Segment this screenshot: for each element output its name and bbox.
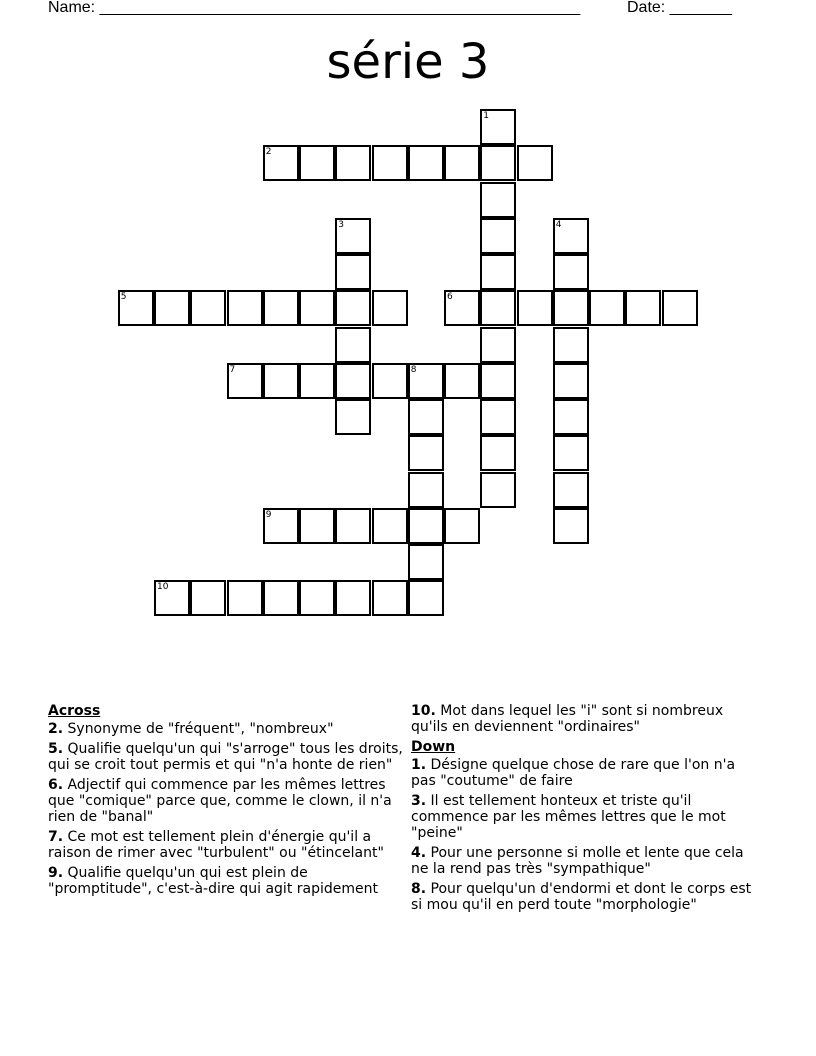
clue-text: Désigne quelque chose de rare que l'on n'a pas "coutume" de faire (411, 757, 736, 789)
grid-cell[interactable] (227, 580, 263, 616)
grid-cell[interactable] (263, 290, 299, 326)
cell-number: 7 (229, 364, 236, 375)
grid-cell[interactable] (299, 508, 335, 544)
grid-cell[interactable] (480, 363, 516, 399)
clue-across-7 (48, 829, 408, 861)
clues-right-column (411, 703, 761, 917)
grid-cell[interactable] (553, 218, 589, 254)
cell-number: 6 (447, 292, 453, 303)
clue-number: 9. (48, 865, 64, 881)
clue-across-9 (48, 865, 408, 897)
grid-cell[interactable] (480, 254, 516, 290)
clue-text: Pour une personne si molle et lente que cela ne la rend pas très "sympathique" (411, 845, 744, 877)
grid-cell[interactable] (553, 435, 589, 471)
grid-cell[interactable] (480, 399, 516, 435)
grid-cell[interactable] (335, 580, 371, 616)
grid-cell[interactable] (480, 327, 516, 363)
grid-cell[interactable] (553, 327, 589, 363)
grid-cell[interactable] (299, 145, 335, 181)
grid-cell[interactable] (335, 363, 371, 399)
grid-cell[interactable] (372, 508, 408, 544)
grid-cell[interactable] (480, 109, 516, 145)
cell-number: 9 (265, 509, 272, 520)
grid-cell[interactable] (517, 290, 553, 326)
grid-cell[interactable] (299, 290, 335, 326)
clue-number: 10. (411, 703, 436, 719)
grid-cell[interactable] (335, 399, 371, 435)
grid-cell[interactable] (372, 580, 408, 616)
grid-cell[interactable] (408, 544, 444, 580)
clue-text: Il est tellement honteux et triste qu'il commence par les mêmes lettres que le mot "peine" (411, 793, 726, 841)
cell-number: 8 (410, 364, 417, 375)
grid-cell[interactable] (227, 290, 263, 326)
grid-cell[interactable] (408, 580, 444, 616)
grid-cell[interactable] (263, 145, 299, 181)
clue-down-3 (411, 793, 761, 841)
clue-number: 1. (411, 757, 427, 773)
grid-cell[interactable] (299, 363, 335, 399)
grid-cell[interactable] (444, 290, 480, 326)
grid-cell[interactable] (335, 218, 371, 254)
grid-cell[interactable] (408, 508, 444, 544)
clue-text: Adjectif qui commence par les mêmes lettres que "comique" parce que, comme le clown, il n'a rien de "banal" (48, 777, 392, 825)
grid-cell[interactable] (335, 254, 371, 290)
grid-cell[interactable] (408, 399, 444, 435)
grid-cell[interactable] (263, 580, 299, 616)
grid-cell[interactable] (408, 145, 444, 181)
down-heading: Down (411, 739, 456, 755)
grid-cell[interactable] (299, 580, 335, 616)
across-heading: Across (48, 703, 101, 719)
grid-cell[interactable] (662, 290, 698, 326)
grid-cell[interactable] (335, 290, 371, 326)
clue-text: Synonyme de "fréquent", "nombreux" (67, 721, 334, 737)
grid-cell[interactable] (553, 254, 589, 290)
grid-cell[interactable] (408, 435, 444, 471)
clue-text: Qualifie quelqu'un qui "s'arroge" tous les droits, qui se croit tout permis et qui "n'a honte de rien" (48, 741, 403, 773)
grid-cell[interactable] (408, 472, 444, 508)
clue-number: 8. (411, 881, 427, 897)
grid-cell[interactable] (553, 363, 589, 399)
page-title: série 3 (326, 34, 490, 90)
grid-cell[interactable] (553, 508, 589, 544)
grid-cell[interactable] (480, 218, 516, 254)
grid-cell[interactable] (444, 508, 480, 544)
clue-text: Mot dans lequel les "i" sont si nombreux qu'ils en deviennent "ordinaires" (411, 703, 724, 735)
grid-cell[interactable] (444, 363, 480, 399)
clue-number: 3. (411, 793, 427, 809)
clue-across-6 (48, 777, 408, 825)
grid-cell[interactable] (553, 399, 589, 435)
grid-cell[interactable] (335, 508, 371, 544)
grid-cell[interactable] (154, 290, 190, 326)
grid-cell[interactable] (625, 290, 661, 326)
grid-cell[interactable] (263, 363, 299, 399)
grid-cell[interactable] (480, 435, 516, 471)
clues-left-column (48, 703, 408, 901)
grid-cell[interactable] (553, 290, 589, 326)
header (0, 0, 816, 22)
cell-number: 3 (338, 219, 344, 230)
cell-number: 4 (555, 219, 562, 230)
cell-number: 1 (483, 111, 489, 121)
grid-cell[interactable] (480, 145, 516, 181)
grid-cell[interactable] (154, 580, 190, 616)
clue-number: 2. (48, 721, 64, 737)
grid-cell[interactable] (372, 145, 408, 181)
grid-cell[interactable] (444, 145, 480, 181)
grid-cell[interactable] (553, 472, 589, 508)
grid-cell[interactable] (372, 363, 408, 399)
cell-number: 5 (120, 292, 127, 303)
grid-cell[interactable] (190, 580, 226, 616)
grid-cell[interactable] (480, 290, 516, 326)
clue-text: Ce mot est tellement plein d'énergie qu'il a raison de rimer avec "turbulent" ou "étincelant" (48, 829, 384, 861)
grid-cell[interactable] (335, 145, 371, 181)
clue-number: 7. (48, 829, 64, 845)
clue-text: Qualifie quelqu'un qui est plein de "promptitude", c'est-à-dire qui agit rapidement (48, 865, 378, 897)
grid-cell[interactable] (227, 363, 263, 399)
grid-cell[interactable] (372, 290, 408, 326)
cell-number: 10 (157, 582, 169, 593)
grid-cell[interactable] (190, 290, 226, 326)
clue-across-2 (48, 721, 408, 737)
clue-number: 5. (48, 741, 64, 757)
clue-number: 6. (48, 777, 64, 793)
clue-across-10 (411, 703, 761, 735)
clue-text: Pour quelqu'un d'endormi et dont le corps est si mou qu'il en perd toute "morphologie" (411, 881, 752, 913)
clue-down-4 (411, 845, 761, 877)
grid-cell[interactable] (335, 327, 371, 363)
grid-cell[interactable] (118, 290, 154, 326)
name-field[interactable]: Name: ______________________________________________________ (48, 0, 581, 16)
clue-down-8 (411, 881, 761, 913)
grid-cell[interactable] (263, 508, 299, 544)
grid-cell[interactable] (408, 363, 444, 399)
clue-across-5 (48, 741, 408, 773)
grid-cell[interactable] (480, 472, 516, 508)
cell-number: 2 (265, 147, 272, 158)
clue-number: 4. (411, 845, 427, 861)
grid-cell[interactable] (517, 145, 553, 181)
grid-cell[interactable] (480, 182, 516, 218)
date-field[interactable]: Date: _______ (627, 0, 732, 16)
clue-down-1 (411, 757, 761, 789)
grid-cell[interactable] (589, 290, 625, 326)
